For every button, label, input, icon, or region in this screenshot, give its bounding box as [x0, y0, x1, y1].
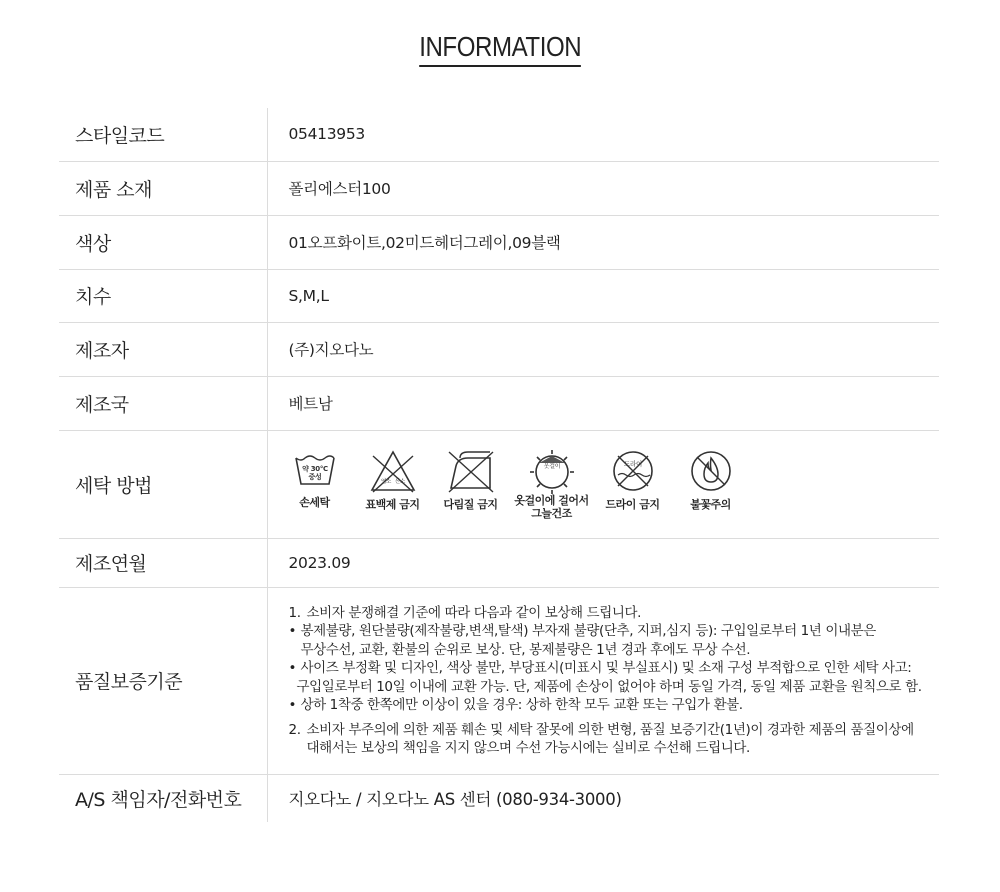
value-quality: [267, 587, 939, 774]
label-quality: 품질보증기준: [59, 587, 267, 774]
care-item-no-dry-clean: [594, 448, 672, 511]
care-item-no-bleach: [354, 448, 432, 511]
row-date: [59, 538, 939, 587]
care-caption-hang-dry: [514, 494, 588, 520]
care-item-hand-wash: [276, 448, 354, 509]
quality-item-1: [289, 604, 940, 623]
row-as: [59, 774, 939, 822]
care-caption-hang-dry-2: 그늘건조: [531, 507, 572, 520]
row-country: [59, 376, 939, 430]
care-caption-hang-dry-1: 옷걸이에 걸어서: [514, 494, 589, 507]
quality-item-2: [289, 721, 940, 740]
care-caption-no-iron: 다림질 금지: [443, 498, 498, 511]
quality-bullet-1-line-2: 무상수선, 교환, 환불의 순위로 보상. 단, 봉제불량은 1년 경과 후에도 무상 수선.: [300, 641, 751, 658]
no-iron-icon: [446, 448, 496, 494]
care-caption-fire-caution: 불꽃주의: [690, 498, 731, 511]
value-as: 지오다노 / 지오다노 AS 센터 (080-934-3000): [288, 790, 622, 810]
quality-bullet-3-line-1: 상하 1착중 한쪽에만 이상이 있을 경우: 상하 한착 모두 교환 또는 구입가 환불.: [300, 697, 743, 713]
hand-wash-icon: [293, 448, 337, 492]
row-size: [59, 269, 939, 322]
value-size: S,M,L: [267, 269, 939, 322]
hang-dry-shade-icon: [527, 448, 577, 494]
value-style-code: 05413953: [267, 108, 939, 161]
value-country: 베트남: [267, 376, 939, 430]
row-quality: [59, 587, 939, 774]
label-material: 제품 소재: [59, 161, 267, 215]
bullet-3: •: [288, 697, 297, 713]
care-caption-no-bleach: 표백제 금지: [365, 498, 420, 511]
hand-wash-neutral: 중성: [308, 473, 321, 481]
no-dry-clean-icon: [610, 448, 656, 494]
quality-bullet-2-line-1: 사이즈 부정확 및 디자인, 색상 불만, 부당표시(미표시 및 부실표시) 및 소재 구성 부적합으로 인한 세탁 사고:: [300, 660, 912, 676]
no-dry-clean-text: 드라이: [623, 460, 642, 468]
value-color: 01오프화이트,02미드헤더그레이,09블랙: [267, 215, 939, 269]
label-manufacturer: 제조자: [59, 322, 267, 376]
row-manufacturer: [59, 322, 939, 376]
care-item-hang-dry: [510, 448, 594, 520]
no-bleach-oxygen: 산소: [394, 479, 405, 485]
bullet-2: •: [288, 660, 297, 676]
label-country: 제조국: [59, 376, 267, 430]
quality-bullet-1-line-1: 봉제불량, 원단불량(제작불량,변색,탈색) 부자재 불량(단추, 지퍼,심지 등): 구입일로부터 1년 이내분은: [300, 623, 876, 639]
hang-dry-hanger-text: 옷걸이: [543, 463, 560, 470]
row-color: [59, 215, 939, 269]
label-size: 치수: [59, 269, 267, 322]
label-date: 제조연월: [59, 538, 267, 587]
label-color: 색상: [59, 215, 267, 269]
care-item-fire-caution: [672, 448, 750, 511]
care-item-no-iron: [432, 448, 510, 511]
value-wash: [267, 430, 939, 538]
no-bleach-chlorine: 염소: [380, 479, 391, 485]
page-title: INFORMATION: [419, 30, 581, 67]
value-material: 폴리에스터100: [267, 161, 939, 215]
row-material: [59, 161, 939, 215]
quality-item-2-line-2: 대해서는 보상의 책임을 지지 않으며 수선 가능시에는 실비로 수선해 드립니다.: [306, 740, 750, 756]
quality-bullet-2: [289, 659, 940, 678]
quality-bullet-1: [289, 622, 940, 641]
bullet-1: •: [288, 623, 297, 639]
label-wash: 세탁 방법: [59, 430, 267, 538]
quality-item-1-text: 소비자 분쟁해결 기준에 따라 다음과 같이 보상해 드립니다.: [306, 604, 642, 621]
no-bleach-icon: [369, 448, 417, 494]
value-date: 2023.09: [267, 538, 939, 587]
hand-wash-temp: 약 30°C: [301, 465, 328, 473]
row-style-code: [59, 108, 939, 161]
label-style-code: 스타일코드: [59, 108, 267, 161]
care-caption-no-dry-clean: 드라이 금지: [605, 498, 660, 511]
quality-item-2-text: 소비자 부주의에 의한 제품 훼손 및 세탁 잘못에 의한 변형, 품질 보증기간(1년)이 경과한 제품의 품질이상에: [306, 721, 914, 738]
quality-text: [289, 604, 940, 758]
quality-bullet-2-line-2: 구입일로부터 10일 이내에 교환 가능. 단, 제품에 손상이 없어야 하며 동일 가격, 동일 제품 교환을 원칙으로 함.: [296, 678, 922, 695]
fire-caution-icon: [688, 448, 734, 494]
title-wrap: [0, 30, 1000, 67]
care-caption-hand-wash: 손세탁: [299, 496, 330, 509]
value-manufacturer: (주)지오다노: [267, 322, 939, 376]
info-table: [59, 108, 939, 822]
quality-bullet-3: [289, 696, 940, 715]
quality-num-2: 2.: [288, 721, 301, 738]
label-as: A/S 책임자/전화번호: [59, 774, 267, 822]
care-icons: [276, 448, 940, 520]
row-wash: [59, 430, 939, 538]
quality-num-1: 1.: [288, 604, 301, 621]
